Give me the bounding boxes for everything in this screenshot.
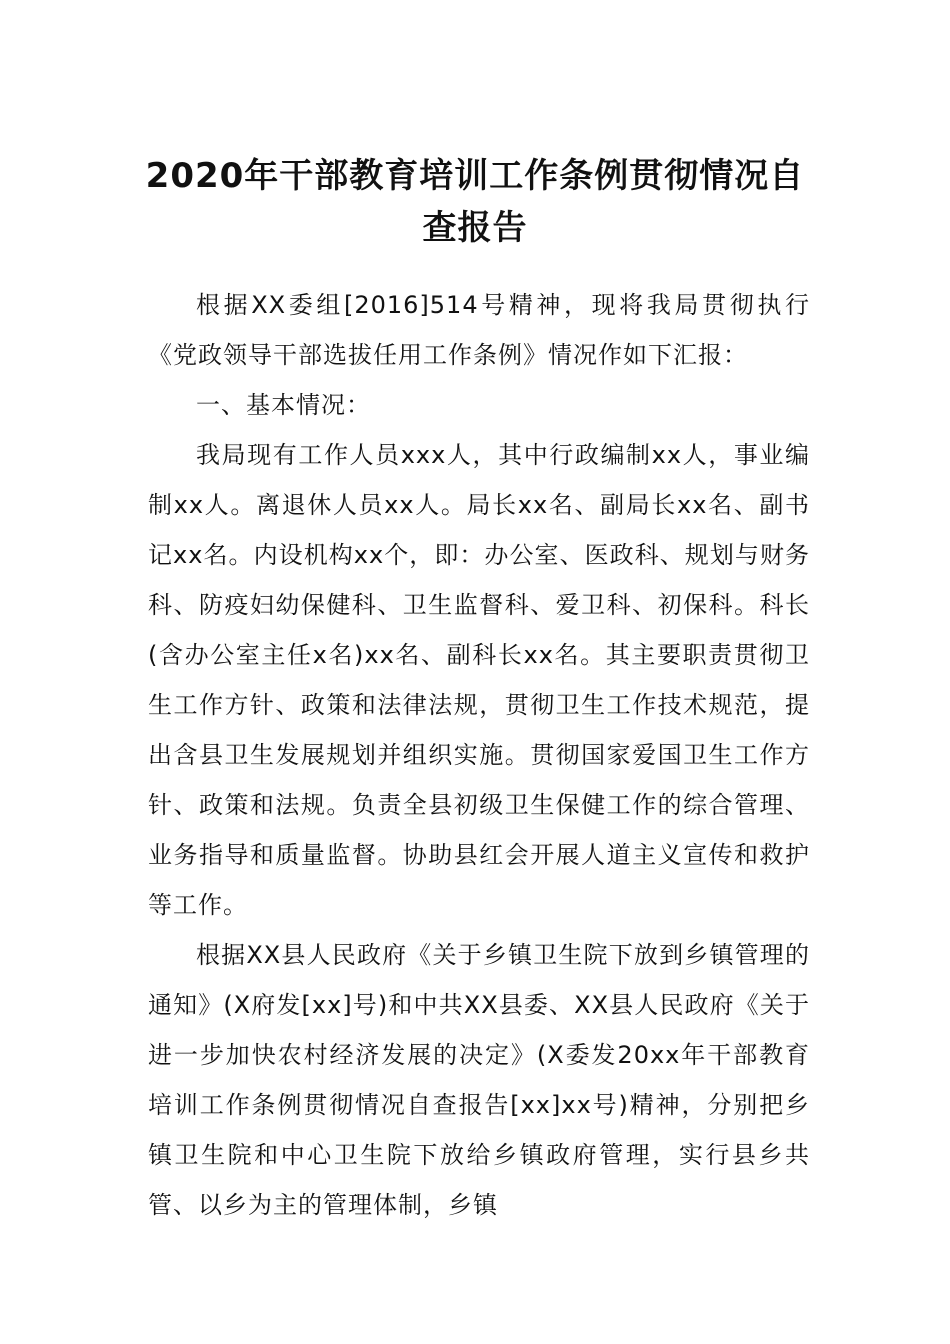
paragraph-intro: 根据XX委组[2016]514号精神，现将我局贯彻执行《党政领导干部选拔任用工作条例》情况作如下汇报： xyxy=(148,291,810,369)
paragraph-township-management: 根据XX县人民政府《关于乡镇卫生院下放到乡镇管理的通知》(X府发[xx]号)和中共XX县委、XX县人民政府《关于进一步加快农村经济发展的决定》(X委发20xx年干部教育培训工作条例贯彻情况自查报告[xx]xx号)精神，分别把乡镇卫生院和中心卫生院下放给乡镇政府管理，实行县乡共管、以乡为主的管理体制，乡镇 xyxy=(148,941,810,1219)
document-title: 2020年干部教育培训工作条例贯彻情况自查报告 xyxy=(145,156,805,248)
document-body xyxy=(148,280,810,1230)
paragraph-staff-overview: 我局现有工作人员xxx人，其中行政编制xx人，事业编制xx人。离退休人员xx人。局长xx名、副局长xx名、副书记xx名。内设机构xx个，即：办公室、医政科、规划与财务科、防疫妇幼保健科、卫生监督科、爱卫科、初保科。科长(含办公室主任x名)xx名、副科长xx名。其主要职责贯彻卫生工作方针、政策和法律法规，贯彻卫生工作技术规范，提出含县卫生发展规划并组织实施。贯彻国家爱国卫生工作方针、政策和法规。负责全县初级卫生保健工作的综合管理、业务指导和质量监督。协助县红会开展人道主义宣传和救护等工作。 xyxy=(148,441,810,919)
section-heading-basic-situation: 一、基本情况： xyxy=(196,391,371,419)
